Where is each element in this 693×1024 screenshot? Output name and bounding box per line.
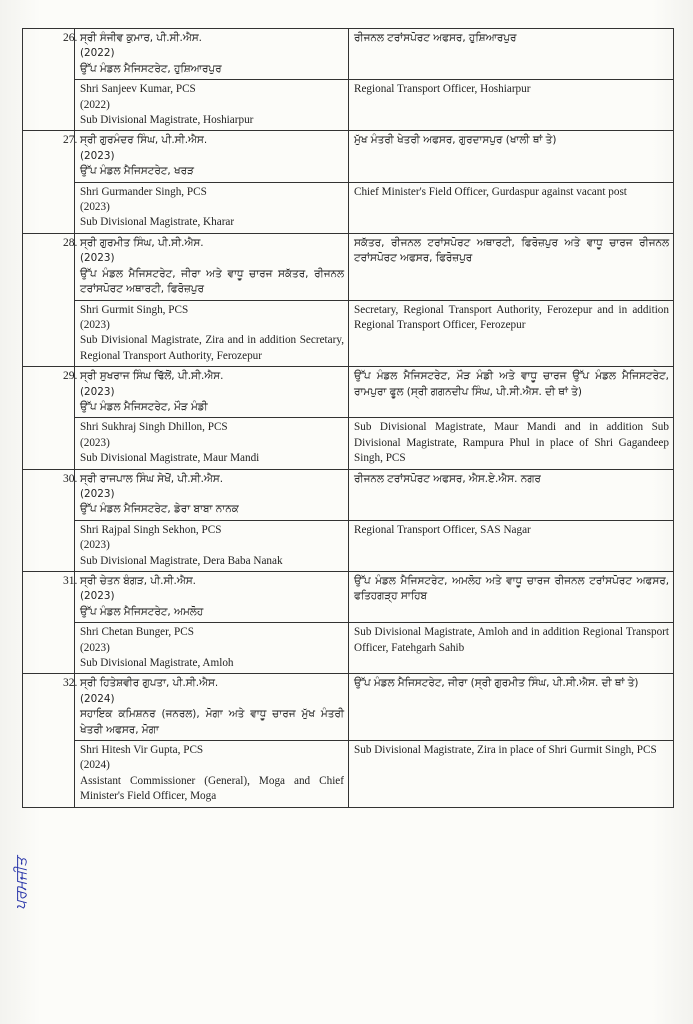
table-row-punjabi	[23, 572, 674, 623]
english-current-cell	[75, 741, 349, 808]
punjabi-batch-year: (2023)	[80, 252, 115, 265]
punjabi-officer-name: ਸ੍ਰੀ ਗੁਰਮੰਦਰ ਸਿੰਘ, ਪੀ.ਸੀ.ਐਸ.	[80, 134, 208, 147]
table-row-english	[23, 80, 674, 131]
punjabi-current-cell	[75, 233, 349, 300]
english-new-posting: Chief Minister's Field Officer, Gurdaspur against vacant post	[349, 182, 674, 233]
punjabi-current-post: ਉੱਪ ਮੰਡਲ ਮੈਜਿਸਟਰੇਟ, ਜੀਰਾ ਅਤੇ ਵਾਧੂ ਚਾਰਜ ਸਕੱਤਰ, ਰੀਜਨਲ ਟਰਾਂਸਪੋਰਟ ਅਥਾਰਟੀ, ਫਿਰੋਜ਼ਪੁਰ	[80, 267, 344, 296]
english-current-cell	[75, 80, 349, 131]
punjabi-new-posting: ਰੀਜਨਲ ਟਰਾਂਸਪੋਰਟ ਅਫਸਰ, ਹੁਸ਼ਿਆਰਪੁਰ	[349, 29, 674, 80]
punjabi-new-posting: ਉੱਪ ਮੰਡਲ ਮੈਜਿਸਟਰੇਟ, ਮੌੜ ਮੰਡੀ ਅਤੇ ਵਾਧੂ ਚਾਰਜ ਉੱਪ ਮੰਡਲ ਮੈਜਿਸਟਰੇਟ, ਰਾਮਪੁਰਾ ਫੂਲ (ਸ੍ਰੀ ਗਗਨਦੀਪ ਸਿੰਘ, ਪੀ.ਸੀ.ਐਸ. ਦੀ ਥਾਂ ਤੇ)	[349, 367, 674, 418]
serial-number: 30.	[23, 469, 75, 571]
punjabi-current-post: ਉੱਪ ਮੰਡਲ ਮੈਜਿਸਟਰੇਟ, ਅਮਲੋਹ	[80, 605, 204, 618]
english-new-posting: Sub Divisional Magistrate, Amloh and in addition Regional Transport Officer, Fatehgarh Sahib	[349, 623, 674, 674]
punjabi-current-post: ਉੱਪ ਮੰਡਲ ਮੈਜਿਸਟਰੇਟ, ਹੁਸ਼ਿਆਰਪੁਰ	[80, 62, 222, 75]
punjabi-officer-name: ਸ੍ਰੀ ਰਾਜਪਾਲ ਸਿੰਘ ਸੇਖੋਂ, ਪੀ.ਸੀ.ਐਸ.	[80, 472, 224, 485]
serial-number: 29.	[23, 367, 75, 469]
punjabi-current-post: ਉੱਪ ਮੰਡਲ ਮੈਜਿਸਟਰੇਟ, ਖਰੜ	[80, 165, 194, 178]
table-row-english	[23, 418, 674, 469]
table-row-english	[23, 623, 674, 674]
table-row-english	[23, 741, 674, 808]
punjabi-current-cell	[75, 131, 349, 182]
table-row-punjabi	[23, 233, 674, 300]
punjabi-officer-name: ਸ੍ਰੀ ਸੰਜੀਵ ਕੁਮਾਰ, ਪੀ.ਸੀ.ਐਸ.	[80, 32, 202, 44]
english-current-post: Sub Divisional Magistrate, Kharar	[80, 216, 235, 229]
english-batch-year: (2023)	[80, 539, 110, 552]
punjabi-officer-name: ਸ੍ਰੀ ਹਿਤੇਸ਼ਵੀਰ ਗੁਪਤਾ, ਪੀ.ਸੀ.ਐਸ.	[80, 677, 219, 690]
punjabi-current-cell	[75, 674, 349, 741]
punjabi-batch-year: (2023)	[80, 385, 115, 398]
english-officer-name: Shri Sukhraj Singh Dhillon, PCS	[80, 421, 228, 434]
english-officer-name: Shri Gurmit Singh, PCS	[80, 303, 189, 316]
english-new-posting: Regional Transport Officer, SAS Nagar	[349, 520, 674, 571]
english-current-cell	[75, 520, 349, 571]
english-officer-name: Shri Gurmander Singh, PCS	[80, 185, 207, 198]
english-batch-year: (2022)	[80, 98, 110, 111]
english-new-posting: Secretary, Regional Transport Authority, Ferozepur and in addition Regional Transport Officer, Ferozepur	[349, 300, 674, 367]
english-officer-name: Shri Chetan Bunger, PCS	[80, 626, 194, 639]
punjabi-new-posting: ਰੀਜਨਲ ਟਰਾਂਸਪੋਰਟ ਅਫਸਰ, ਐਸ.ਏ.ਐਸ. ਨਗਰ	[349, 469, 674, 520]
punjabi-current-cell	[75, 29, 349, 80]
table-row-english	[23, 520, 674, 571]
punjabi-batch-year: (2023)	[80, 149, 115, 162]
punjabi-current-post: ਉੱਪ ਮੰਡਲ ਮੈਜਿਸਟਰੇਟ, ਮੌੜ ਮੰਡੀ	[80, 400, 208, 413]
english-batch-year: (2023)	[80, 641, 110, 654]
transfer-table	[22, 28, 674, 808]
table-row-english	[23, 182, 674, 233]
punjabi-current-cell	[75, 469, 349, 520]
english-new-posting: Sub Divisional Magistrate, Zira in place of Shri Gurmit Singh, PCS	[349, 741, 674, 808]
english-current-post: Assistant Commissioner (General), Moga and Chief Minister's Field Officer, Moga	[80, 774, 344, 803]
serial-number: 27.	[23, 131, 75, 233]
punjabi-new-posting: ਸਕੱਤਰ, ਰੀਜਨਲ ਟਰਾਂਸਪੋਰਟ ਅਥਾਰਟੀ, ਫਿਰੋਜ਼ਪੁਰ ਅਤੇ ਵਾਧੂ ਚਾਰਜ ਰੀਜਨਲ ਟਰਾਂਸਪੋਰਟ ਅਫਸਰ, ਫਿਰੋਜ਼ਪੁਰ	[349, 233, 674, 300]
english-new-posting: Sub Divisional Magistrate, Maur Mandi and in addition Sub Divisional Magistrate, Rampura Phul in place of Shri Gagandeep Singh, PCS	[349, 418, 674, 469]
table-row-punjabi	[23, 131, 674, 182]
english-current-cell	[75, 182, 349, 233]
punjabi-current-cell	[75, 367, 349, 418]
punjabi-batch-year: (2024)	[80, 692, 115, 705]
punjabi-batch-year: (2023)	[80, 487, 115, 500]
english-current-post: Sub Divisional Magistrate, Maur Mandi	[80, 452, 260, 465]
punjabi-officer-name: ਸ੍ਰੀ ਗੁਰਮੀਤ ਸਿੰਘ, ਪੀ.ਸੀ.ਐਸ.	[80, 236, 204, 249]
english-current-cell	[75, 300, 349, 367]
table-row-punjabi	[23, 29, 674, 80]
table-row-punjabi	[23, 469, 674, 520]
english-current-post: Sub Divisional Magistrate, Dera Baba Nanak	[80, 554, 283, 567]
table-row-punjabi	[23, 674, 674, 741]
english-officer-name: Shri Rajpal Singh Sekhon, PCS	[80, 523, 222, 536]
table-row-english	[23, 300, 674, 367]
english-batch-year: (2024)	[80, 759, 110, 772]
punjabi-new-posting: ਮੁੱਖ ਮੰਤਰੀ ਖੇਤਰੀ ਅਫਸਰ, ਗੁਰਦਾਸਪੁਰ (ਖਾਲੀ ਥਾਂ ਤੇ)	[349, 131, 674, 182]
english-current-post: Sub Divisional Magistrate, Hoshiarpur	[80, 114, 254, 127]
punjabi-officer-name: ਸ੍ਰੀ ਸੁਖਰਾਜ ਸਿੰਘ ਢਿੱਲੋਂ, ਪੀ.ਸੀ.ਐਸ.	[80, 370, 224, 383]
english-current-post: Sub Divisional Magistrate, Amloh	[80, 657, 234, 670]
punjabi-new-posting: ਉੱਪ ਮੰਡਲ ਮੈਜਿਸਟਰੇਟ, ਜੀਰਾ (ਸ੍ਰੀ ਗੁਰਮੀਤ ਸਿੰਘ, ਪੀ.ਸੀ.ਐਸ. ਦੀ ਥਾਂ ਤੇ)	[349, 674, 674, 741]
english-current-cell	[75, 418, 349, 469]
svg-text:ਪਰਮਜੀਤ: ਪਰਮਜੀਤ	[12, 857, 30, 910]
serial-number: 26.	[23, 29, 75, 131]
punjabi-current-post: ਉੱਪ ਮੰਡਲ ਮੈਜਿਸਟਰੇਟ, ਡੇਰਾ ਬਾਬਾ ਨਾਨਕ	[80, 503, 239, 516]
serial-number: 28.	[23, 233, 75, 366]
english-officer-name: Shri Hitesh Vir Gupta, PCS	[80, 744, 204, 757]
punjabi-batch-year: (2022)	[80, 47, 115, 60]
english-new-posting: Regional Transport Officer, Hoshiarpur	[349, 80, 674, 131]
serial-number: 31.	[23, 572, 75, 674]
english-batch-year: (2023)	[80, 436, 110, 449]
table-row-punjabi	[23, 367, 674, 418]
serial-number: 32.	[23, 674, 75, 807]
english-batch-year: (2023)	[80, 201, 110, 214]
punjabi-current-cell	[75, 572, 349, 623]
punjabi-batch-year: (2023)	[80, 590, 115, 603]
punjabi-new-posting: ਉੱਪ ਮੰਡਲ ਮੈਜਿਸਟਰੇਟ, ਅਮਲੋਹ ਅਤੇ ਵਾਧੂ ਚਾਰਜ ਰੀਜਨਲ ਟਰਾਂਸਪੋਰਟ ਅਫਸਰ, ਫਤਿਹਗੜ੍ਹ ਸਾਹਿਬ	[349, 572, 674, 623]
punjabi-officer-name: ਸ੍ਰੀ ਚੇਤਨ ਬੰਗੜ, ਪੀ.ਸੀ.ਐਸ.	[80, 575, 196, 587]
english-current-post: Sub Divisional Magistrate, Zira and in addition Secretary, Regional Transport Authority, Ferozepur	[80, 334, 344, 362]
english-current-cell	[75, 623, 349, 674]
punjabi-current-post: ਸਹਾਇਕ ਕਮਿਸ਼ਨਰ (ਜਨਰਲ), ਮੋਗਾ ਅਤੇ ਵਾਧੂ ਚਾਰਜ ਮੁੱਖ ਮੰਤਰੀ ਖੇਤਰੀ ਅਫਸਰ, ਮੋਗਾ	[80, 708, 344, 736]
english-batch-year: (2023)	[80, 318, 110, 331]
english-officer-name: Shri Sanjeev Kumar, PCS	[80, 83, 196, 96]
